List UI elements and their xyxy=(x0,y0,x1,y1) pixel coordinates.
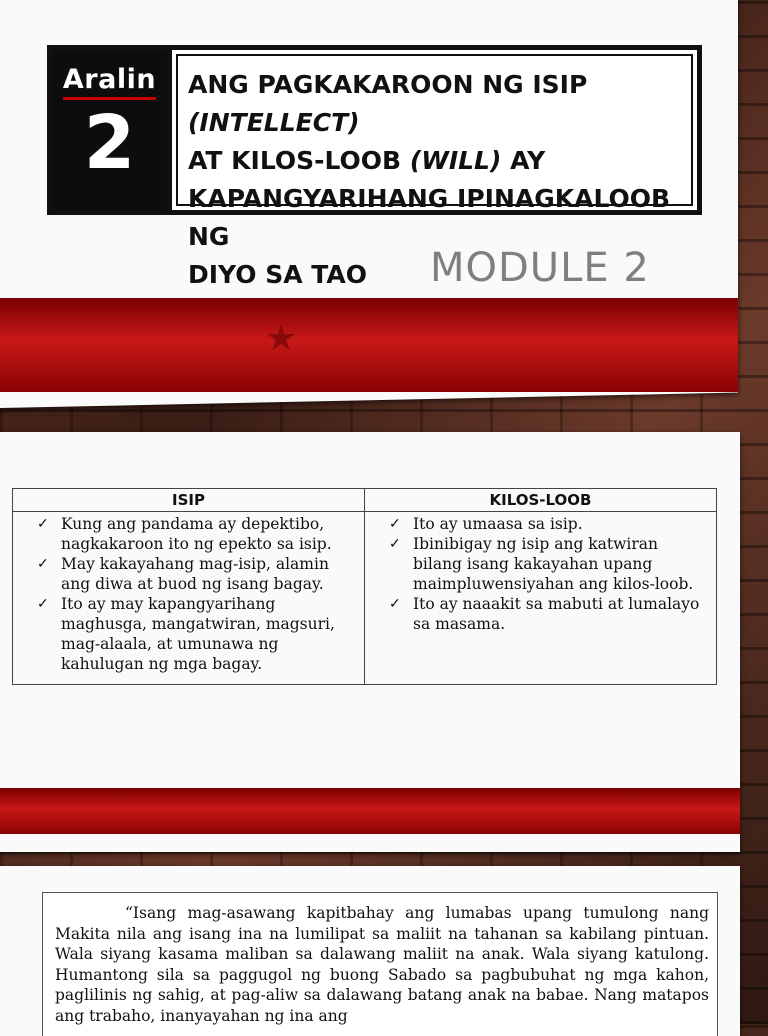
list-item: ✓ Ito ay may kapangyarihang maghusga, mangatwiran, magsuri, mag-alaala, at umunawa ng kahulugan ng mga bagay. xyxy=(37,594,356,674)
comparison-table xyxy=(12,488,717,685)
list-item: ✓ Ito ay naaakit sa mabuti at lumalayo sa masama. xyxy=(389,594,708,634)
list-item: ✓ Ito ay umaasa sa isip. xyxy=(389,514,708,534)
red-band xyxy=(0,298,738,392)
title-line-2: AT KILOS-LOOB (WILL) AY xyxy=(188,146,546,175)
passage-text: “Isang mag-asawang kapitbahay ang lumabas upang tumulong nang Makita nila ang isang ina na lumilipat sa maliit na tahanan sa kabilang pintuan. Wala siyang kasama maliban sa dalawang maliit na anak. Wala siyang katulong. Humantong sila sa paggugol ng buong Sabado sa pagbubuhat ng mga kahon, paglilinis ng sahig, at pag-aliw sa dalawang batang anak na babae. Nang matapos ang trabaho, inanyayahan ng ina ang xyxy=(55,904,709,1025)
passage-slide xyxy=(0,866,740,1036)
header-isip: ISIP xyxy=(13,489,365,512)
isip-list xyxy=(37,514,356,674)
list-item: ✓ Ibinibigay ng isip ang katwiran bilang isang kakayahan upang maimpluwensiyahan ang kilos-loob. xyxy=(389,534,708,594)
list-item: ✓ May kakayahang mag-isip, alamin ang diwa at buod ng isang bagay. xyxy=(37,554,356,594)
star-icon: ★ xyxy=(265,318,298,359)
title-line-3: KAPANGYARIHANG IPINAGKALOOB NG xyxy=(188,184,671,251)
title-line-4: DIYO SA TAO xyxy=(188,260,367,289)
module-label: MODULE 2 xyxy=(430,245,650,291)
list-item: ✓ Kung ang pandama ay depektibo, nagkakaroon ito ng epekto sa isip. xyxy=(37,514,356,554)
lesson-word: Aralin xyxy=(63,64,156,100)
comparison-table-wrap xyxy=(12,488,717,685)
header-kilos-loob: KILOS-LOOB xyxy=(365,489,717,512)
lesson-badge xyxy=(52,50,172,210)
comparison-slide xyxy=(0,432,740,852)
story-passage xyxy=(42,892,718,1036)
title-slide xyxy=(0,0,738,408)
kilos-loob-cell xyxy=(365,512,717,685)
isip-cell xyxy=(13,512,365,685)
lesson-number: 2 xyxy=(83,100,136,186)
title-line-1: ANG PAGKAKAROON NG ISIP (INTELLECT) xyxy=(188,70,588,137)
kilos-loob-list xyxy=(389,514,708,634)
red-band xyxy=(0,788,740,834)
